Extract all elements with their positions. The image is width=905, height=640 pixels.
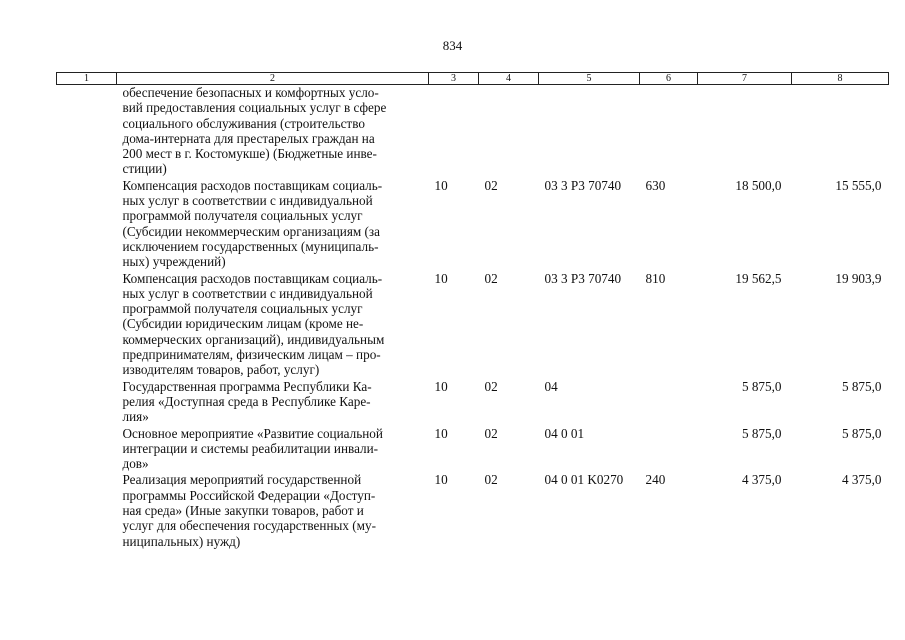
expense-kind-code <box>640 379 698 426</box>
column-header-2: 2 <box>117 73 429 85</box>
description-line: дома-интерната для престарелых граждан на <box>122 130 375 146</box>
row-description <box>117 472 429 549</box>
amount-year-1 <box>698 85 792 178</box>
description-line: услуг для обеспечения государственных (му- <box>122 518 376 534</box>
description-line: исключением государственных (муниципаль- <box>122 238 379 254</box>
description-line: 200 мест в г. Костомукше) (Бюджетные инве- <box>122 146 377 162</box>
description-line: Компенсация расходов поставщикам социаль- <box>122 270 383 286</box>
expense-kind-code: 630 <box>645 177 666 193</box>
subsection-code: 02 <box>484 425 498 441</box>
section-code: 10 <box>434 378 448 394</box>
column-header-5: 5 <box>539 73 640 85</box>
target-article-code: 03 3 P3 70740 <box>544 177 622 193</box>
amount-year-2: 4 375,0 <box>841 472 882 488</box>
column-header-4: 4 <box>479 73 539 85</box>
amount-year-1: 5 875,0 <box>741 378 782 394</box>
column-header-1: 1 <box>57 73 117 85</box>
description-line: социального обслуживания (строительство <box>122 115 365 131</box>
description-line: Реализация мероприятий государственной <box>122 472 362 488</box>
page-number: 834 <box>442 38 463 53</box>
budget-table <box>56 72 889 550</box>
column-header-3: 3 <box>429 73 479 85</box>
row-description <box>117 426 429 473</box>
target-article-code: 03 3 P3 70740 <box>544 270 622 286</box>
row-description <box>117 85 429 178</box>
row-number-cell <box>57 271 117 379</box>
target-article-code <box>539 85 640 178</box>
subsection-code <box>479 85 539 178</box>
table-row <box>57 271 889 379</box>
amount-year-2: 5 875,0 <box>841 378 882 394</box>
description-line: обеспечение безопасных и комфортных усло- <box>122 85 379 100</box>
row-description <box>117 271 429 379</box>
description-line: (Субсидии некоммерческим организациям (за <box>122 223 380 239</box>
description-line: (Субсидии юридическим лицам (кроме не- <box>122 316 364 332</box>
target-article-code: 04 0 01 K0270 <box>544 472 624 488</box>
description-line: Компенсация расходов поставщикам социаль- <box>122 177 383 193</box>
expense-kind-code: 810 <box>645 270 666 286</box>
description-line: ных услуг в соответствии с индивидуальной <box>122 285 373 301</box>
table-body <box>57 85 889 550</box>
description-line: коммерческих организаций), индивидуальным <box>122 331 385 347</box>
target-article-code: 04 <box>544 378 558 394</box>
description-line: программой получателя социальных услуг <box>122 208 363 224</box>
description-line: стиции) <box>122 161 167 177</box>
row-number-cell <box>57 85 117 178</box>
row-number-cell <box>57 426 117 473</box>
section-code: 10 <box>434 472 448 488</box>
description-line: вий предоставления социальных услуг в сфере <box>122 100 387 116</box>
description-line: ниципальных) нужд) <box>122 533 241 549</box>
description-line: дов» <box>122 456 149 472</box>
subsection-code: 02 <box>484 472 498 488</box>
description-line: Основное мероприятие «Развитие социальной <box>122 425 383 441</box>
expense-kind-code <box>640 85 698 178</box>
subsection-code: 02 <box>484 378 498 394</box>
description-line: Государственная программа Республики Ка- <box>122 378 372 394</box>
row-number-cell <box>57 379 117 426</box>
row-number-cell <box>57 178 117 271</box>
amount-year-1: 5 875,0 <box>741 425 782 441</box>
expense-kind-code <box>640 426 698 473</box>
amount-year-2: 5 875,0 <box>841 425 882 441</box>
table-row <box>57 426 889 473</box>
amount-year-1: 4 375,0 <box>741 472 782 488</box>
expense-kind-code: 240 <box>645 472 666 488</box>
column-header-6: 6 <box>640 73 698 85</box>
table-row <box>57 472 889 549</box>
amount-year-1: 18 500,0 <box>735 177 782 193</box>
amount-year-2: 19 903,9 <box>835 270 882 286</box>
table-header-row <box>57 73 889 85</box>
subsection-code: 02 <box>484 270 498 286</box>
target-article-code: 04 0 01 <box>544 425 585 441</box>
amount-year-2: 15 555,0 <box>835 177 882 193</box>
section-code <box>429 85 479 178</box>
table-row <box>57 178 889 271</box>
column-header-8: 8 <box>792 73 889 85</box>
description-line: лия» <box>122 409 149 425</box>
section-code: 10 <box>434 177 448 193</box>
description-line: предпринимателям, физическим лицам – про- <box>122 347 381 363</box>
amount-year-2 <box>792 85 889 178</box>
row-description <box>117 379 429 426</box>
section-code: 10 <box>434 425 448 441</box>
subsection-code: 02 <box>484 177 498 193</box>
column-header-7: 7 <box>698 73 792 85</box>
description-line: ных услуг в соответствии с индивидуальной <box>122 193 373 209</box>
row-description <box>117 178 429 271</box>
description-line: релия «Доступная среда в Республике Каре- <box>122 393 371 409</box>
description-line: программой получателя социальных услуг <box>122 301 363 317</box>
description-line: интеграции и системы реабилитации инвали- <box>122 440 379 456</box>
description-line: программы Российской Федерации «Доступ- <box>122 487 376 503</box>
amount-year-1: 19 562,5 <box>735 270 782 286</box>
description-line: ная среда» (Иные закупки товаров, работ и <box>122 503 364 519</box>
table-row <box>57 379 889 426</box>
row-number-cell <box>57 472 117 549</box>
section-code: 10 <box>434 270 448 286</box>
table-row <box>57 85 889 178</box>
description-line: изводителям товаров, работ, услуг) <box>122 362 320 378</box>
description-line: ных) учреждений) <box>122 254 226 270</box>
